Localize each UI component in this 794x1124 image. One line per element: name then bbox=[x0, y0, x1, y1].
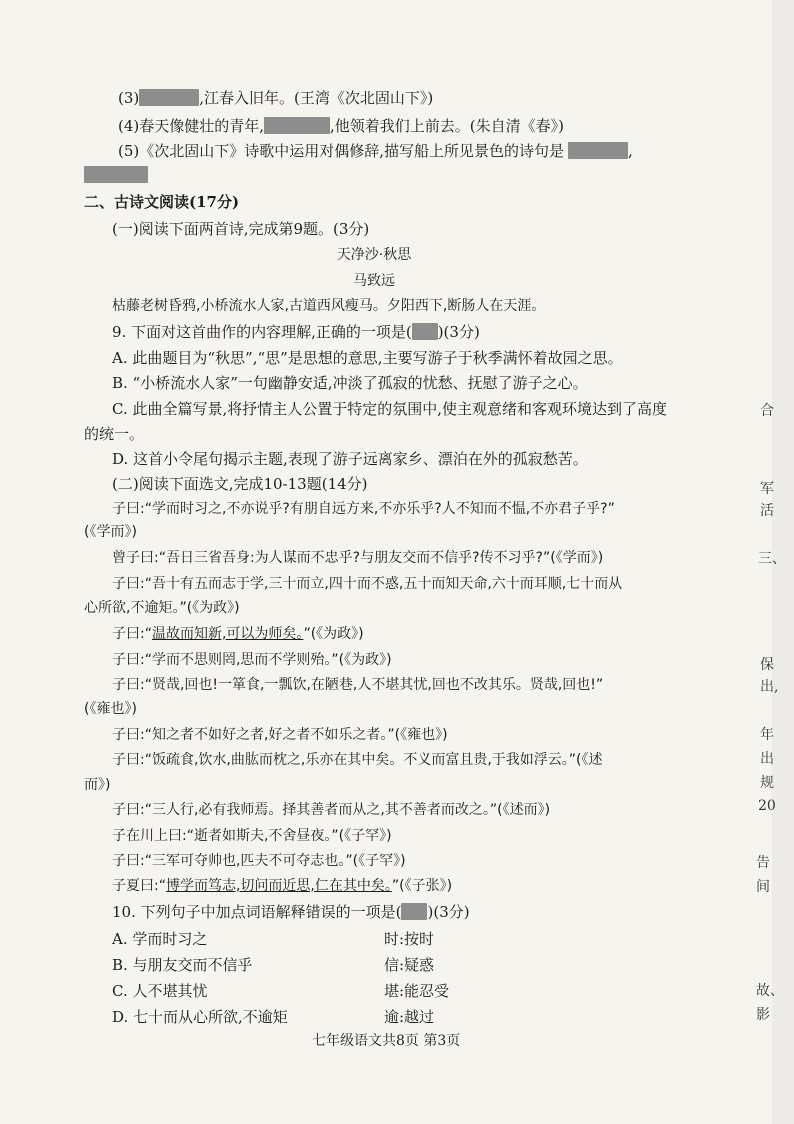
redaction-box bbox=[401, 903, 427, 920]
redaction-box bbox=[139, 89, 199, 106]
question-9-option-c-cont: 的统一。 bbox=[84, 425, 145, 443]
margin-fragment: 告 bbox=[756, 855, 770, 871]
part-one-instruction: (一)阅读下面两首诗,完成第9题。(3分) bbox=[112, 220, 370, 238]
poem-body: 枯藤老树昏鸦,小桥流水人家,古道西风瘦马。夕阳西下,断肠人在天涯。 bbox=[112, 298, 546, 314]
analects-line: 子曰:“三军可夺帅也,匹夫不可夺志也。”(《子罕》) bbox=[112, 853, 406, 869]
margin-fragment: 合 bbox=[760, 403, 774, 419]
question-5: (5)《次北固山下》诗歌中运用对偶修辞,描写船上所见景色的诗句是 , bbox=[118, 142, 633, 160]
redaction-box bbox=[568, 142, 628, 159]
analects-line: 子曰:“温故而知新,可以为师矣。”(《为政》) bbox=[112, 626, 364, 642]
analects-line: 子曰:“学而不思则罔,思而不学则殆。”(《为政》) bbox=[112, 652, 392, 668]
analects-line: 心所欲,不逾矩。”(《为政》) bbox=[84, 600, 240, 616]
analects-line: 子曰:“学而时习之,不亦说乎?有朋自远方来,不亦乐乎?人不知而不愠,不亦君子乎?” bbox=[112, 501, 615, 517]
margin-fragment: 三、 bbox=[758, 551, 786, 567]
redaction-box bbox=[264, 117, 330, 134]
underlined-sentence: 博学而笃志,切问而近思,仁在其中矣。 bbox=[165, 878, 392, 894]
question-9-stem: 9. 下面对这首曲作的内容理解,正确的一项是( )(3分) bbox=[112, 323, 480, 341]
analects-line: 子曰:“饭疏食,饮水,曲肱而枕之,乐亦在其中矣。不义而富且贵,于我如浮云。”(《述 bbox=[112, 752, 603, 768]
analects-line: (《学而》) bbox=[84, 524, 137, 540]
question-5-cont bbox=[84, 165, 148, 185]
question-10-option-a: A. 学而时习之 bbox=[112, 930, 208, 948]
question-10-option-d: D. 七十而从心所欲,不逾矩 bbox=[112, 1008, 288, 1026]
margin-fragment: 故、 bbox=[756, 983, 784, 999]
margin-fragment: 间 bbox=[756, 879, 770, 895]
analects-line: 子在川上曰:“逝者如斯夫,不舍昼夜。”(《子罕》) bbox=[112, 828, 392, 844]
analects-line: (《雍也》) bbox=[84, 701, 137, 717]
question-3: (3) ,江春入旧年。(王湾《次北固山下》) bbox=[118, 89, 434, 107]
question-9-option-a: A. 此曲题目为“秋思”,“思”是思想的意思,主要写游子于秋季满怀着故园之思。 bbox=[112, 349, 623, 367]
margin-fragment: 军 bbox=[760, 481, 774, 497]
margin-fragment: 活 bbox=[760, 503, 774, 519]
analects-line: 子曰:“贤哉,回也!一箪食,一瓢饮,在陋巷,人不堪其忧,回也不改其乐。贤哉,回也!” bbox=[112, 677, 604, 693]
question-10-gloss-c: 堪:能忍受 bbox=[384, 982, 450, 1000]
redaction-box bbox=[412, 323, 438, 340]
margin-fragment: 出 bbox=[760, 751, 774, 767]
poem-author: 马致远 bbox=[353, 273, 395, 289]
margin-fragment: 20 bbox=[758, 798, 776, 814]
question-10-gloss-b: 信:疑惑 bbox=[384, 956, 435, 974]
margin-fragment: 保 bbox=[760, 657, 774, 673]
margin-fragment: 年 bbox=[760, 727, 774, 743]
margin-fragment: 规 bbox=[760, 775, 774, 791]
question-9-option-d: D. 这首小令尾句揭示主题,表现了游子远离家乡、漂泊在外的孤寂愁苦。 bbox=[112, 450, 588, 468]
underlined-sentence: 温故而知新,可以为师矣。 bbox=[151, 626, 304, 642]
page-footer: 七年级语文共8页 第3页 bbox=[312, 1033, 461, 1049]
margin-fragment: 出, bbox=[760, 679, 779, 695]
analects-line: 子曰:“知之者不如好之者,好之者不如乐之者。”(《雍也》) bbox=[112, 727, 448, 743]
redaction-box bbox=[84, 166, 148, 183]
poem-title: 天净沙·秋思 bbox=[336, 247, 412, 263]
question-10-option-c: C. 人不堪其忧 bbox=[112, 982, 208, 1000]
question-10-gloss-d: 逾:越过 bbox=[384, 1008, 435, 1026]
analects-line: 而》) bbox=[84, 777, 111, 793]
analects-line: 子曰:“吾十有五而志于学,三十而立,四十而不惑,五十而知天命,六十而耳顺,七十而从 bbox=[112, 576, 623, 592]
question-10-stem: 10. 下列句子中加点词语解释错误的一项是( )(3分) bbox=[112, 903, 470, 921]
question-4: (4)春天像健壮的青年, ,他领着我们上前去。(朱自清《春》) bbox=[118, 117, 565, 135]
question-10-gloss-a: 时:按时 bbox=[384, 930, 435, 948]
question-9-option-b: B. “小桥流水人家”一句幽静安适,冲淡了孤寂的忧愁、抚慰了游子之心。 bbox=[112, 374, 588, 392]
analects-line: 子曰:“三人行,必有我师焉。择其善者而从之,其不善者而改之。”(《述而》) bbox=[112, 802, 551, 818]
part-two-instruction: (二)阅读下面选文,完成10-13题(14分) bbox=[112, 475, 368, 493]
question-10-option-b: B. 与朋友交而不信乎 bbox=[112, 956, 253, 974]
section-heading: 二、古诗文阅读(17分) bbox=[84, 193, 240, 211]
margin-fragment: 影 bbox=[756, 1007, 770, 1023]
analects-line: 子夏曰:“博学而笃志,切问而近思,仁在其中矣。”(《子张》) bbox=[112, 878, 453, 894]
analects-line: 曾子曰:“吾日三省吾身:为人谋而不忠乎?与朋友交而不信乎?传不习乎?”(《学而》) bbox=[112, 550, 604, 566]
question-9-option-c: C. 此曲全篇写景,将抒情主人公置于特定的氛围中,使主观意绪和客观环境达到了高度 bbox=[112, 400, 668, 418]
